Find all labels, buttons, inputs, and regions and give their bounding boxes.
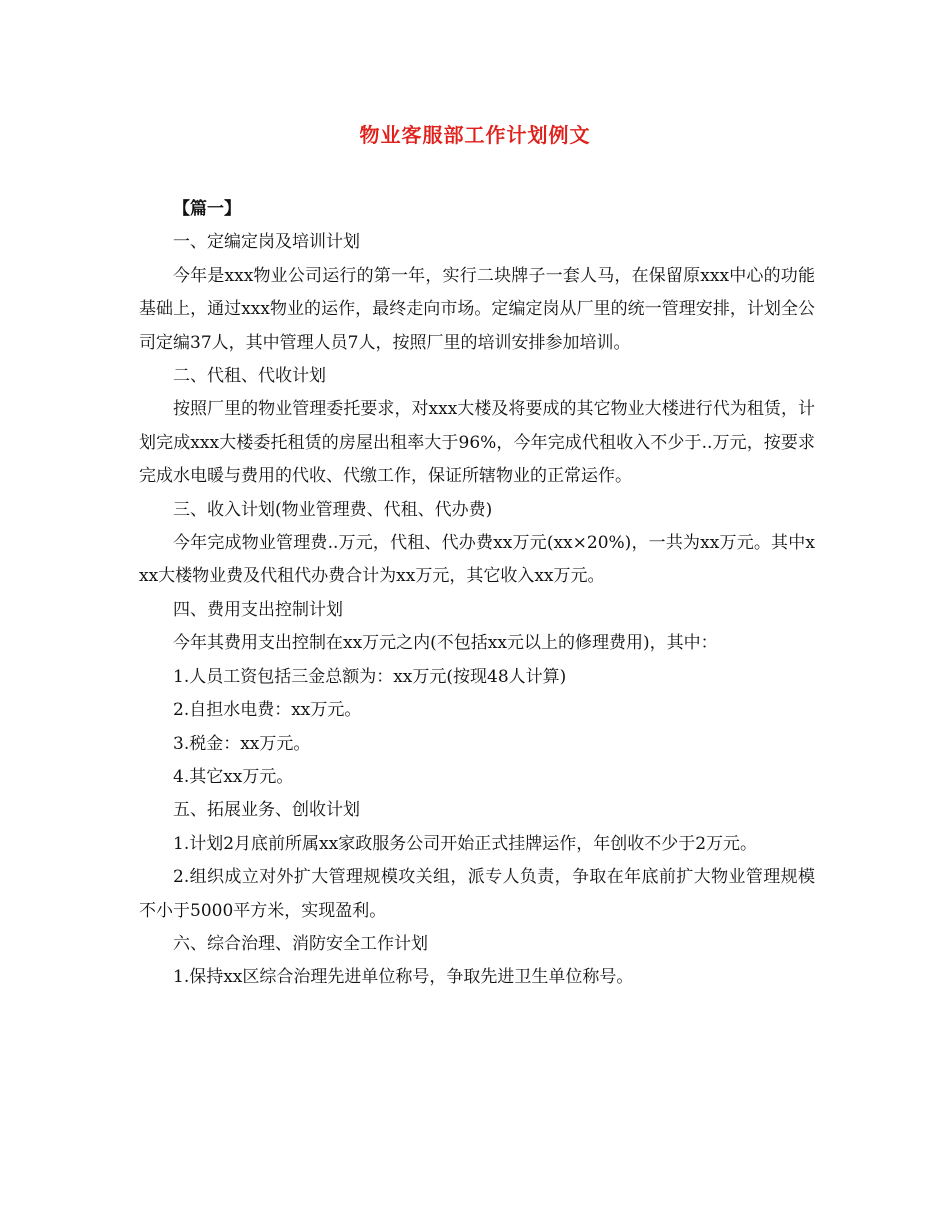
heading-income-plan: 三、收入计划(物业管理费、代租、代办费) <box>173 499 493 520</box>
paragraph-expense-control: 今年其费用支出控制在xx万元之内(不包括xx元以上的修理费用)，其中： <box>173 633 718 654</box>
list-item-expense-1: 1.人员工资包括三金总额为：xx万元(按现48人计算) <box>173 666 567 687</box>
document-title: 物业客服部工作计划例文 <box>359 123 591 147</box>
heading-safety-plan: 六、综合治理、消防安全工作计划 <box>173 933 428 954</box>
document-body <box>139 193 815 995</box>
heading-staffing-training: 一、定编定岗及培训计划 <box>173 232 360 253</box>
paragraph-staffing-training: 今年是xxx物业公司运行的第一年，实行二块牌子一套人马，在保留原xxx中心的功能基础上，通过xxx物业的运作，最终走向市场。定编定岗从厂里的统一管理安排，计划全公司定编37人，其中管理人员7人，按照厂里的培训安排参加培训。 <box>139 265 815 353</box>
list-item-expense-4: 4.其它xx万元。 <box>173 766 294 787</box>
list-item-expense-3: 3.税金：xx万元。 <box>173 733 311 754</box>
heading-business-expansion: 五、拓展业务、创收计划 <box>173 800 360 821</box>
paragraph-rental-collection: 按照厂里的物业管理委托要求，对xxx大楼及将要成的其它物业大楼进行代为租赁，计划完成xxx大楼委托租赁的房屋出租率大于96%，今年完成代租收入不少于..万元，按要求完成水电暖与费用的代收、代缴工作，保证所辖物业的正常运作。 <box>139 399 815 487</box>
list-item-expense-2: 2.自担水电费：xx万元。 <box>173 700 362 721</box>
paragraph-income-plan: 今年完成物业管理费..万元，代租、代办费xx万元(xx×20%)，一共为xx万元。其中xxx大楼物业费及代租代办费合计为xx万元，其它收入xx万元。 <box>139 533 815 587</box>
list-item-safety-1: 1.保持xx区综合治理先进单位称号，争取先进卫生单位称号。 <box>173 967 634 988</box>
list-item-expansion-1: 1.计划2月底前所属xx家政服务公司开始正式挂牌运作，年创收不少于2万元。 <box>173 833 758 854</box>
heading-expense-control: 四、费用支出控制计划 <box>173 599 343 620</box>
list-item-expansion-2: 2.组织成立对外扩大管理规模攻关组，派专人负责，争取在年底前扩大物业管理规模不小于5000平方米，实现盈利。 <box>139 867 815 921</box>
section-marker: 【篇一】 <box>173 199 241 219</box>
heading-rental-collection: 二、代租、代收计划 <box>173 366 326 387</box>
